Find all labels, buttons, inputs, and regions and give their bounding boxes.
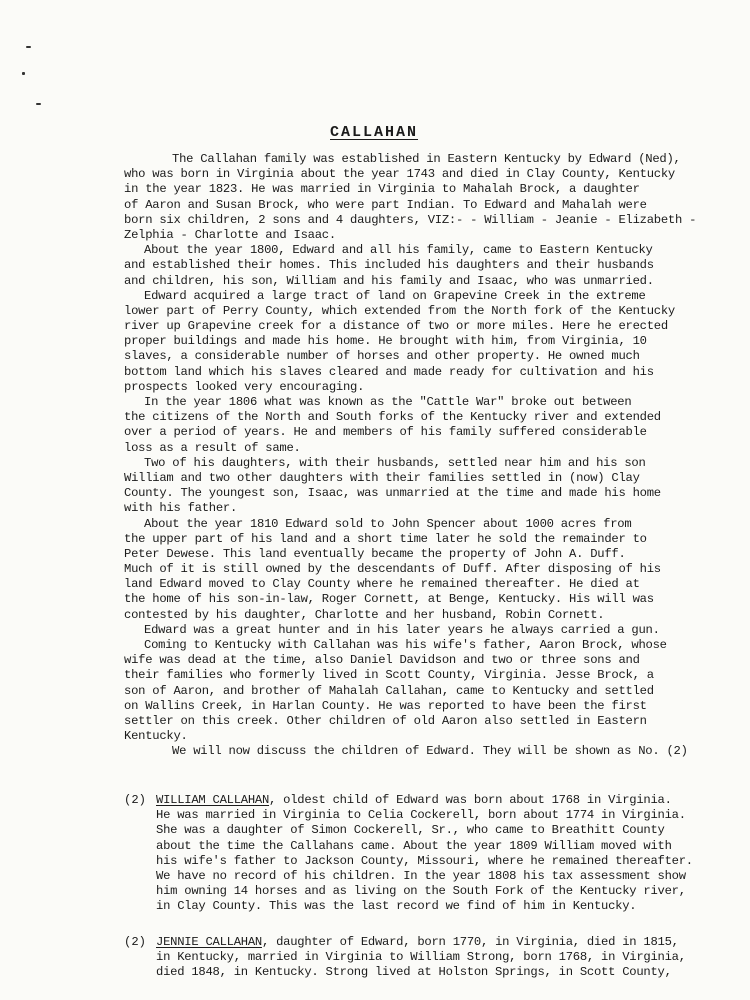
entry-number: (2) bbox=[124, 793, 146, 807]
body-line: son of Aaron, and brother of Mahalah Callahan, came to Kentucky and settled bbox=[124, 683, 654, 698]
body-line: and children, his son, William and his family and Isaac, who was unmarried. bbox=[124, 273, 654, 288]
entries-list bbox=[124, 793, 750, 1000]
body-line: the upper part of his land and a short time later he sold the remainder to bbox=[124, 531, 647, 546]
body-line: on Wallins Creek, in Harlan County. He was reported to have been the first bbox=[124, 698, 647, 713]
body-line: In the year 1806 what was known as the "Cattle War" broke out between bbox=[144, 395, 632, 409]
entry-line: We have no record of his children. In the year 1808 his tax assessment show bbox=[156, 868, 686, 883]
body-line: born six children, 2 sons and 4 daughters, VIZ:- - William - Jeanie - Elizabeth - bbox=[124, 212, 697, 227]
entry-item bbox=[124, 935, 750, 981]
body-line: proper buildings and made his home. He brought with him, from Virginia, 10 bbox=[124, 334, 647, 349]
entry-line: died 1848, in Kentucky. Strong lived at Holston Springs, in Scott County, bbox=[156, 964, 672, 979]
body-line: settler on this creek. Other children of old Aaron also settled in Eastern bbox=[124, 713, 647, 728]
body-line: of Aaron and Susan Brock, who were part Indian. To Edward and Mahalah were bbox=[124, 197, 647, 212]
entry-line: He was married in Virginia to Celia Cockerell, born about 1774 in Virginia. bbox=[156, 808, 686, 823]
body-line: over a period of years. He and members of his family suffered considerable bbox=[124, 425, 647, 440]
scan-speck bbox=[22, 72, 25, 75]
entry-line: in Kentucky, married in Virginia to William Strong, born 1768, in Virginia, bbox=[156, 949, 686, 964]
body-line: The Callahan family was established in Eastern Kentucky by Edward (Ned), bbox=[172, 152, 681, 166]
entry-item bbox=[124, 793, 750, 915]
body-line: County. The youngest son, Isaac, was unmarried at the time and made his home bbox=[124, 486, 661, 501]
entry-line: about the time the Callahans came. About the year 1809 William moved with bbox=[156, 838, 672, 853]
body-line: in the year 1823. He was married in Virginia to Mahalah Brock, a daughter bbox=[124, 182, 640, 197]
body-line: the citizens of the North and South forks of the Kentucky river and extended bbox=[124, 410, 661, 425]
body-line: Peter Dewese. This land eventually became the property of John A. Duff. bbox=[124, 546, 626, 561]
body-line: We will now discuss the children of Edward. They will be shown as No. (2) bbox=[172, 744, 688, 759]
page-title: CALLAHAN bbox=[330, 124, 419, 141]
body-line: Edward acquired a large tract of land on Grapevine Creek in the extreme bbox=[144, 288, 646, 303]
body-line: Zelphia - Charlotte and Isaac. bbox=[124, 227, 336, 242]
entry-line: him owning 14 horses and as living on the South Fork of the Kentucky river, bbox=[156, 884, 686, 899]
body-line: William and two other daughters with their families settled in (now) Clay bbox=[124, 470, 640, 485]
body-line: their families who formerly lived in Scott County, Virginia. Jesse Brock, a bbox=[124, 668, 654, 683]
body-line: Coming to Kentucky with Callahan was his wife's father, Aaron Brock, whose bbox=[144, 638, 667, 652]
body-line: with his father. bbox=[124, 501, 238, 516]
entry-number: (2) bbox=[124, 934, 146, 949]
body-line: and established their homes. This included his daughters and their husbands bbox=[124, 258, 654, 273]
entry-first-line: , daughter of Edward, born 1770, in Virginia, died in 1815, bbox=[261, 934, 679, 949]
entry-line: in Clay County. This was the last record we find of him in Kentucky. bbox=[156, 899, 637, 914]
body-line: prospects looked very encouraging. bbox=[124, 379, 365, 394]
body-line: the home of his son-in-law, Roger Cornett, at Benge, Kentucky. His will was bbox=[124, 592, 654, 607]
body-text bbox=[124, 152, 750, 760]
body-line: Much of it is still owned by the descendants of Duff. After disposing of his bbox=[124, 562, 661, 577]
scan-speck bbox=[36, 103, 41, 105]
body-line: slaves, a considerable number of horses and other property. He owned much bbox=[124, 349, 640, 364]
body-line: who was born in Virginia about the year 1743 and died in Clay County, Kentucky bbox=[124, 167, 675, 182]
entry-line: She was a daughter of Simon Cockerell, Sr., who came to Breathitt County bbox=[156, 823, 665, 838]
body-line: land Edward moved to Clay County where he remained thereafter. He died at bbox=[124, 577, 640, 592]
body-line: About the year 1800, Edward and all his family, came to Eastern Kentucky bbox=[144, 243, 653, 258]
body-line: wife was dead at the time, also Daniel Davidson and two or three sons and bbox=[124, 653, 640, 668]
body-line: Two of his daughters, with their husbands, settled near him and his son bbox=[144, 455, 646, 470]
body-line: loss as a result of same. bbox=[124, 440, 301, 455]
body-line: Edward was a great hunter and in his later years he always carried a gun. bbox=[144, 622, 660, 637]
entry-name: JENNIE CALLAHAN bbox=[156, 934, 262, 949]
entry-name: WILLIAM CALLAHAN bbox=[156, 793, 270, 807]
entry-first-line: , oldest child of Edward was born about 1768 in Virginia. bbox=[269, 793, 672, 807]
body-line: lower part of Perry County, which extended from the North fork of the Kentucky bbox=[124, 303, 675, 318]
scan-speck bbox=[26, 46, 31, 48]
body-line: bottom land which his slaves cleared and made ready for cultivation and his bbox=[124, 364, 654, 379]
entry-line: his wife's father to Jackson County, Missouri, where he remained thereafter. bbox=[156, 853, 693, 868]
body-line: river up Grapevine creek for a distance of two or more miles. Here he erected bbox=[124, 319, 668, 334]
body-line: About the year 1810 Edward sold to John Spencer about 1000 acres from bbox=[144, 516, 632, 531]
body-line: Kentucky. bbox=[124, 729, 188, 744]
body-line: contested by his daughter, Charlotte and her husband, Robin Cornett. bbox=[124, 607, 605, 622]
